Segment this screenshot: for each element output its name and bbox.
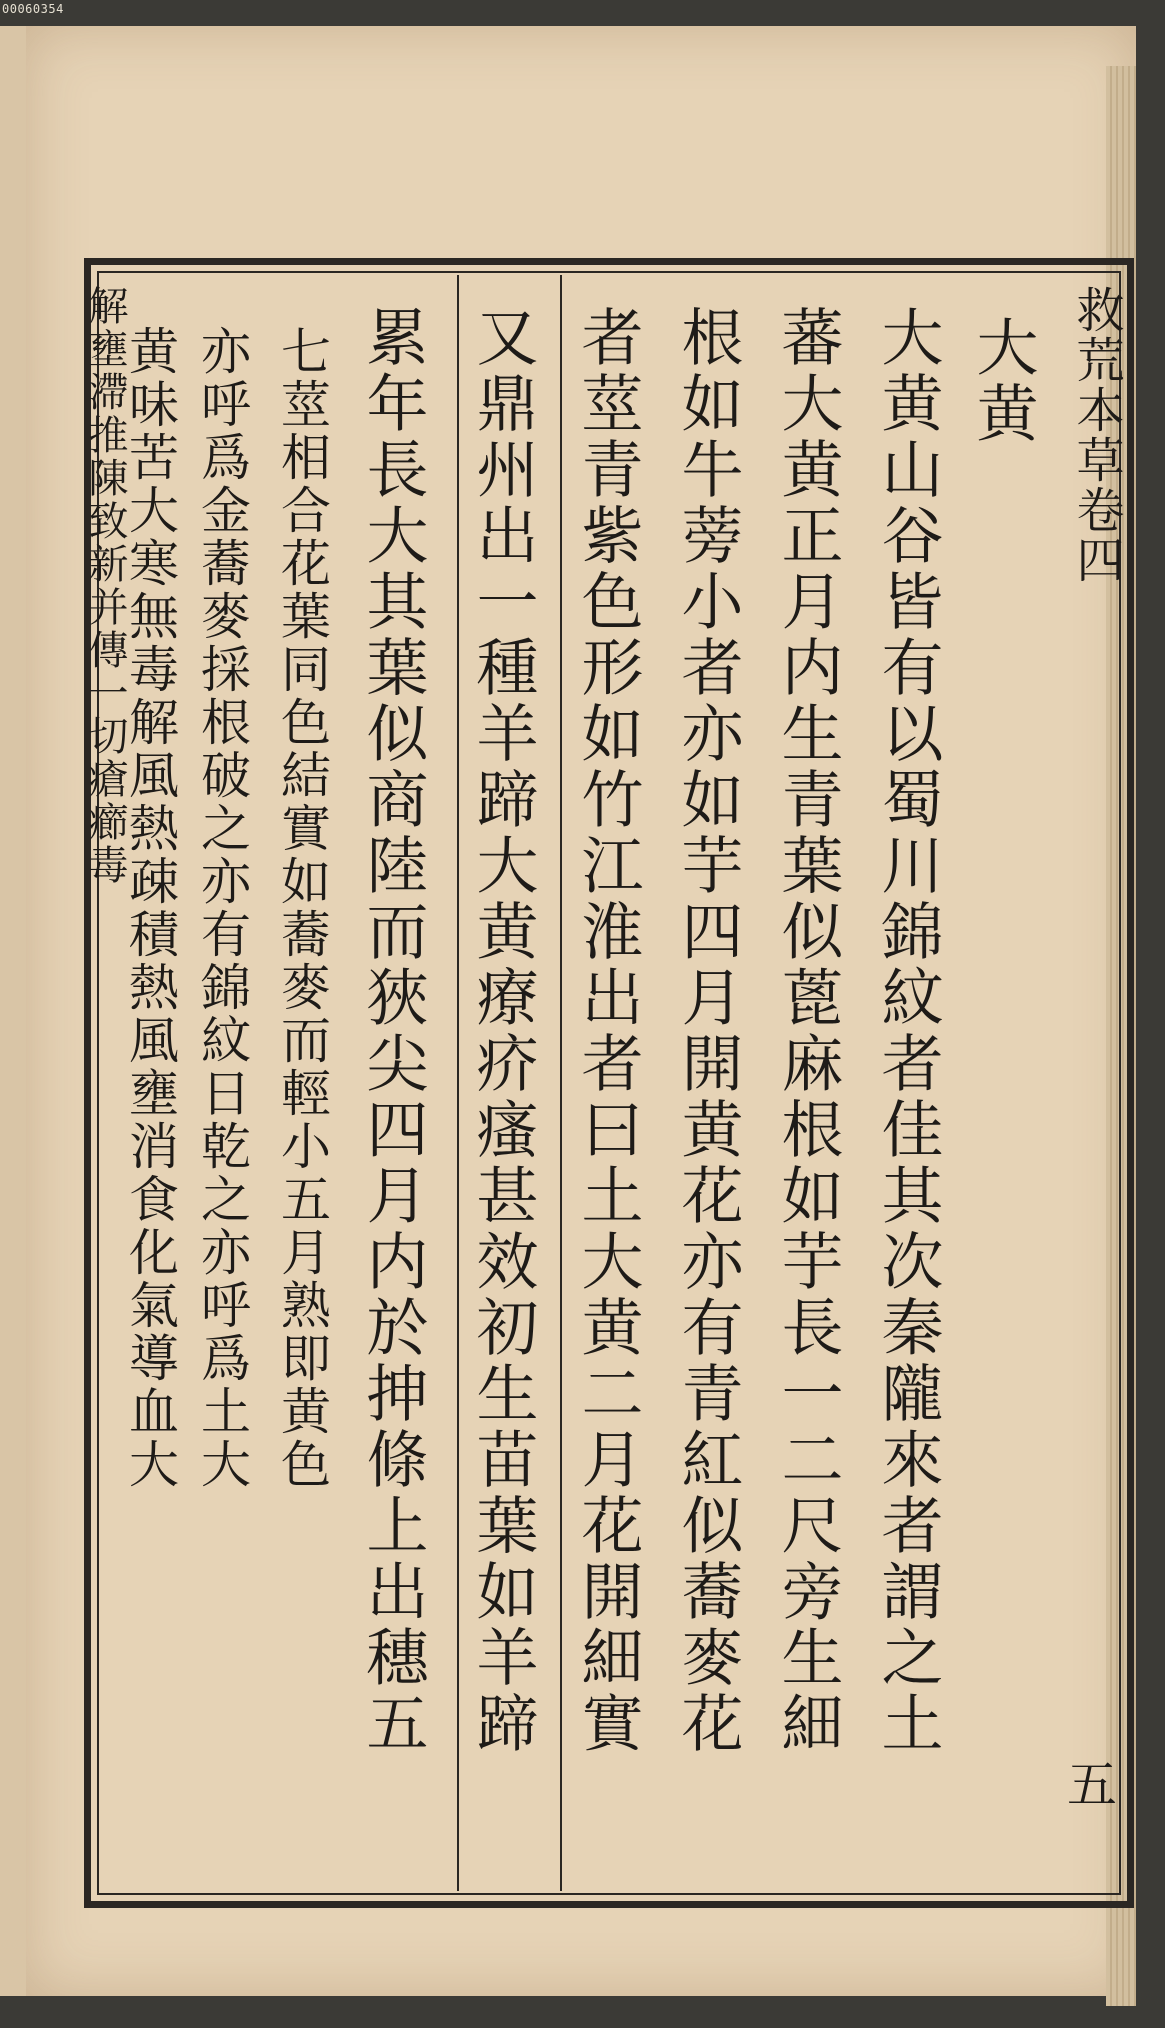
scan-id: 00060354 [2, 2, 64, 16]
text-column-4: 者莖青紫色形如竹江淮出者曰土大黄二月花開細實 [571, 305, 644, 1757]
folio-number: 五 [1067, 1756, 1117, 1814]
text-column-3: 根如牛蒡小者亦如芋四月開黄花亦有青紅似蕎麥花 [671, 305, 744, 1757]
column-rule [560, 275, 562, 1891]
text-frame [84, 258, 1134, 1908]
text-column-9: 黄味苦大寒無毒解風熱疎積熱風壅消食化氣導血大 [121, 325, 179, 1491]
heading: 大黄 [966, 315, 1039, 447]
text-column-1: 大黄山谷皆有以蜀川錦紋者佳其次秦隴來者謂之土 [871, 305, 944, 1757]
text-column-10: 解壅滯推陳致新并傳一切瘡癤毒 [82, 285, 128, 887]
text-column-2: 蕃大黄正月内生青葉似蓖麻根如芋長一二尺旁生細 [771, 305, 844, 1757]
text-column-5: 又鼎州出一種羊蹄大黄療疥瘙甚效初生苗葉如羊蹄 [466, 305, 539, 1757]
text-column-6: 累年長大其葉似商陸而狹尖四月内於抻條上出穗五 [356, 305, 429, 1757]
margin-title: 救荒本草卷四 [1068, 285, 1124, 585]
text-column-7: 七莖相合花葉同色結實如蕎麥而輕小五月熟即黄色 [273, 325, 331, 1491]
column-rule [457, 275, 459, 1891]
text-column-8: 亦呼爲金蕎麥採根破之亦有錦紋日乾之亦呼爲土大 [193, 325, 251, 1491]
book-page [26, 26, 1136, 1996]
